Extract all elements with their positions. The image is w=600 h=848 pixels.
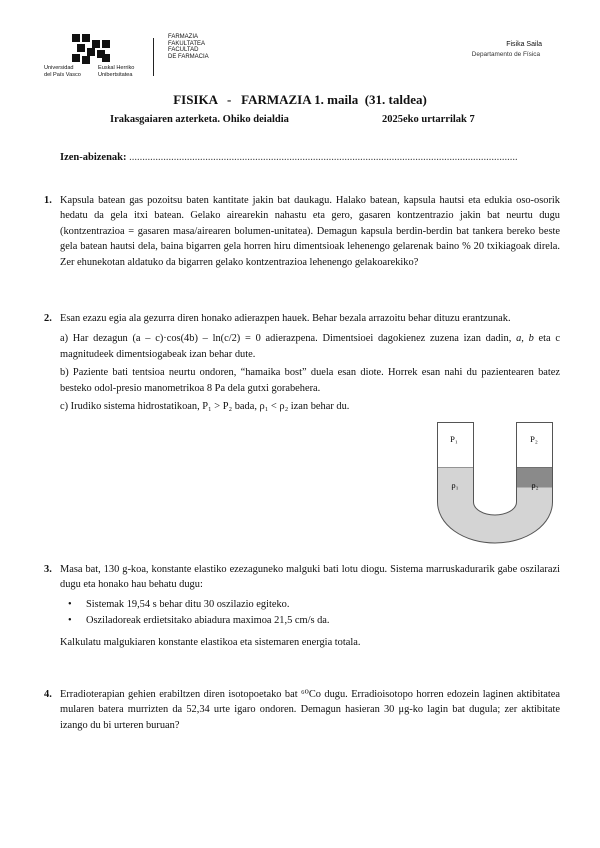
faculty-name [168,34,209,60]
left-gas-box [438,423,474,468]
statement-a-post: eta c magnitudeek dimentsiogabeak izan behar dute. [60,333,561,360]
name-field[interactable] [60,152,518,163]
u-tube-figure [437,422,553,544]
statement-a [60,331,560,362]
question-number: 4. [44,689,52,700]
name-label: Izen-abizenak: [60,152,127,163]
university-name-eu [98,65,134,78]
question-number: 2. [44,313,52,324]
department-name: Fisika Saila [506,41,542,48]
list-item: • Sistemak 19,54 s behar ditu 30 oszilazio egiteko. [74,597,560,613]
faculty-line: FARMAZIA [168,34,199,40]
university-name-es [44,65,81,78]
question-1 [44,193,560,273]
question-text: Erradioterapian gehien erabiltzen diren isotopoetako bat ⁶⁰Co dugu. Erradioisotopo horren edozein laginen aktibitatea mularen batera murrizten da 52,34 urte igaro ondoren. Demagun hasieran 30 μg-ko lagin bat dugula; zer aktibitate izango du bi urteren buruan? [60,689,560,731]
question-4 [44,687,560,736]
statement-b: b) Paziente bati tentsioa neurtu ondoren, “hamaika bost” duela esan diote. Horrek esan nahi du pazientearen batez besteko odol-presio manometrikoa 8 Pa dela gutxi gorabehera. [60,367,560,394]
university-logo [72,34,112,64]
university-line: Unibertsitatea [98,71,133,78]
exam-title: FISIKA - FARMAZIA 1. maila (31. taldea) [173,92,427,107]
question-number: 1. [44,195,52,206]
name-dots: .................................................................................................................................................... [129,152,518,163]
university-line: del País Vasco [44,71,81,78]
list-item: • Osziladoreak erdietsitako abiadura maximoa 21,5 cm/s da. [74,613,560,629]
question-2 [44,311,560,417]
faculty-line: FACULTAD [168,47,199,54]
department-name-es: Departamento de Física [471,51,540,58]
question-intro: Esan ezazu egia ala gezurra diren honako adierazpen hauek. Behar bezala arrazoitu behar dituzu erantzunak. [60,313,511,324]
university-line: Euskal Herriko [98,65,135,71]
statement-a-pre: a) Har dezagun (a – c)·cos(4b) – ln(c/2) = 0 adierazpena. Dimentsioei dagokienez zuzena izan dadin, [60,333,517,345]
data-list [60,597,560,629]
question-3 [44,562,560,653]
question-intro: Masa bat, 130 g-koa, konstante elastiko ezezaguneko malguki bati lotu diogu. Sistema marruskadurarik gabe oszilarazi dugu eta honako hau behatu dugu: [60,564,560,591]
rho1-label: ρ₁ [451,480,459,490]
rho2-label: ρ₂ [531,480,539,490]
right-gas-box [517,423,553,468]
header-divider [153,38,154,76]
faculty-line: FAKULTATEA [168,40,206,47]
question-number: 3. [44,564,52,575]
question-text: Kapsula batean gas pozoitsu baten kantitate jakin bat daukagu. Halako batean, kapsula hautsi eta edukia oso-osorik hedatu da gela itxi batean. Gelako airearekin nahastu eta gero, gasaren kontzentrazio jakin bat neurtu dugu (kontzentrazioa = gasaren masa/airearen bolumen-unitatea). Demagun kapsula berdin-berdin bat tankera bereko beste gela batean hautsi dela, baina bigarren gela horren hiru dimentsioak lehenengo gelarenak baino % 20 txikiagoak direla. Zer ehunekotan aldatuko da bigarren gelako kontzentrazioa lehenengo gelakoarekiko? [60,195,560,268]
exam-date: 2025eko urtarrilak 7 [382,114,475,125]
statement-a-vars: a, b [516,333,534,345]
statement-c: c) Irudiko sistema hidrostatikoan, P₁ > P₂ bada, ρ₁ < ρ₂ izan behar du. [60,401,350,413]
exam-call: Irakasgaiaren azterketa. Ohiko deialdia [110,114,289,125]
faculty-line: DE FARMACIA [168,53,209,60]
p2-label: P₂ [530,434,538,444]
question-task: Kalkulatu malgukiaren konstante elastikoa eta sistemaren energia totala. [60,636,361,648]
p1-label: P₁ [450,434,458,444]
university-line: Universidad [44,65,74,71]
